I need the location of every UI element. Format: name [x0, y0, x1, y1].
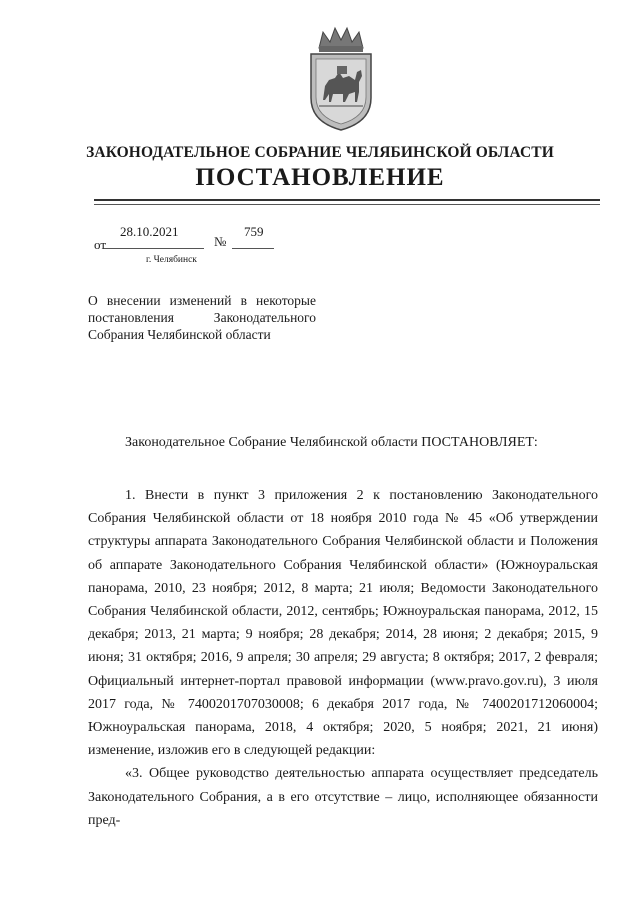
- preamble: Законодательное Собрание Челябинской области ПОСТАНОВЛЯЕТ:: [125, 435, 538, 450]
- number-underline: [232, 248, 274, 249]
- document-body: [88, 484, 598, 832]
- organization-name: ЗАКОНОДАТЕЛЬНОЕ СОБРАНИЕ ЧЕЛЯБИНСКОЙ ОБЛАСТИ: [86, 144, 554, 161]
- city-label: г. Челябинск: [146, 255, 197, 265]
- paragraph-1: 1. Внести в пункт 3 приложения 2 к постановлению Законодательного Собрания Челябинской области от 18 ноября 2010 года № 45 «Об утверждении структуры аппарата Законодательного Собрания Челябинской области и Положения об аппарате Законодательного Собрания Челябинской области» (Южноуральская панорама, 2010, 23 ноября; 2012, 8 марта; 21 июля; Ведомости Законодательного Собрания Челябинской области, 2012, сентябрь; Южноуральская панорама, 2012, 15 декабря; 2013, 21 марта; 9 ноября; 28 декабря; 2014, 28 июня; 2 декабря; 2015, 9 июня; 31 октября; 2016, 9 апреля; 30 апреля; 29 августа; 8 октября; 2017, 2 февраля; Официальный интернет-портал правовой информации (www.pravo.gov.ru), 3 июля 2017 года, № 7400201707030008; 6 декабря 2017 года, № 7400201712060004; Южноуральская панорама, 2018, 4 октября; 2020, 5 ноября; 2021, 21 июня) изменение, изложив его в следующей редакции:: [88, 488, 598, 759]
- document-date: 28.10.2021: [120, 224, 179, 239]
- document-subject: О внесении изменений в некоторые постановления Законодательного Собрания Челябинской области: [88, 293, 316, 342]
- document-date-number-row: [0, 224, 640, 254]
- document-number: 759: [244, 224, 264, 239]
- date-label: от: [94, 237, 107, 252]
- header-rule: [94, 199, 600, 201]
- paragraph-2: «3. Общее руководство деятельностью аппарата осуществляет председатель Законодательного Собрания, а в его отсутствие – лицо, исполняющее обязанности пред-: [88, 766, 598, 828]
- header-rule-thin: [94, 204, 600, 205]
- document-type-title: ПОСТАНОВЛЕНИЕ: [195, 164, 445, 191]
- number-label: №: [214, 234, 227, 249]
- date-underline: [104, 248, 204, 249]
- coat-of-arms-icon: [305, 26, 377, 132]
